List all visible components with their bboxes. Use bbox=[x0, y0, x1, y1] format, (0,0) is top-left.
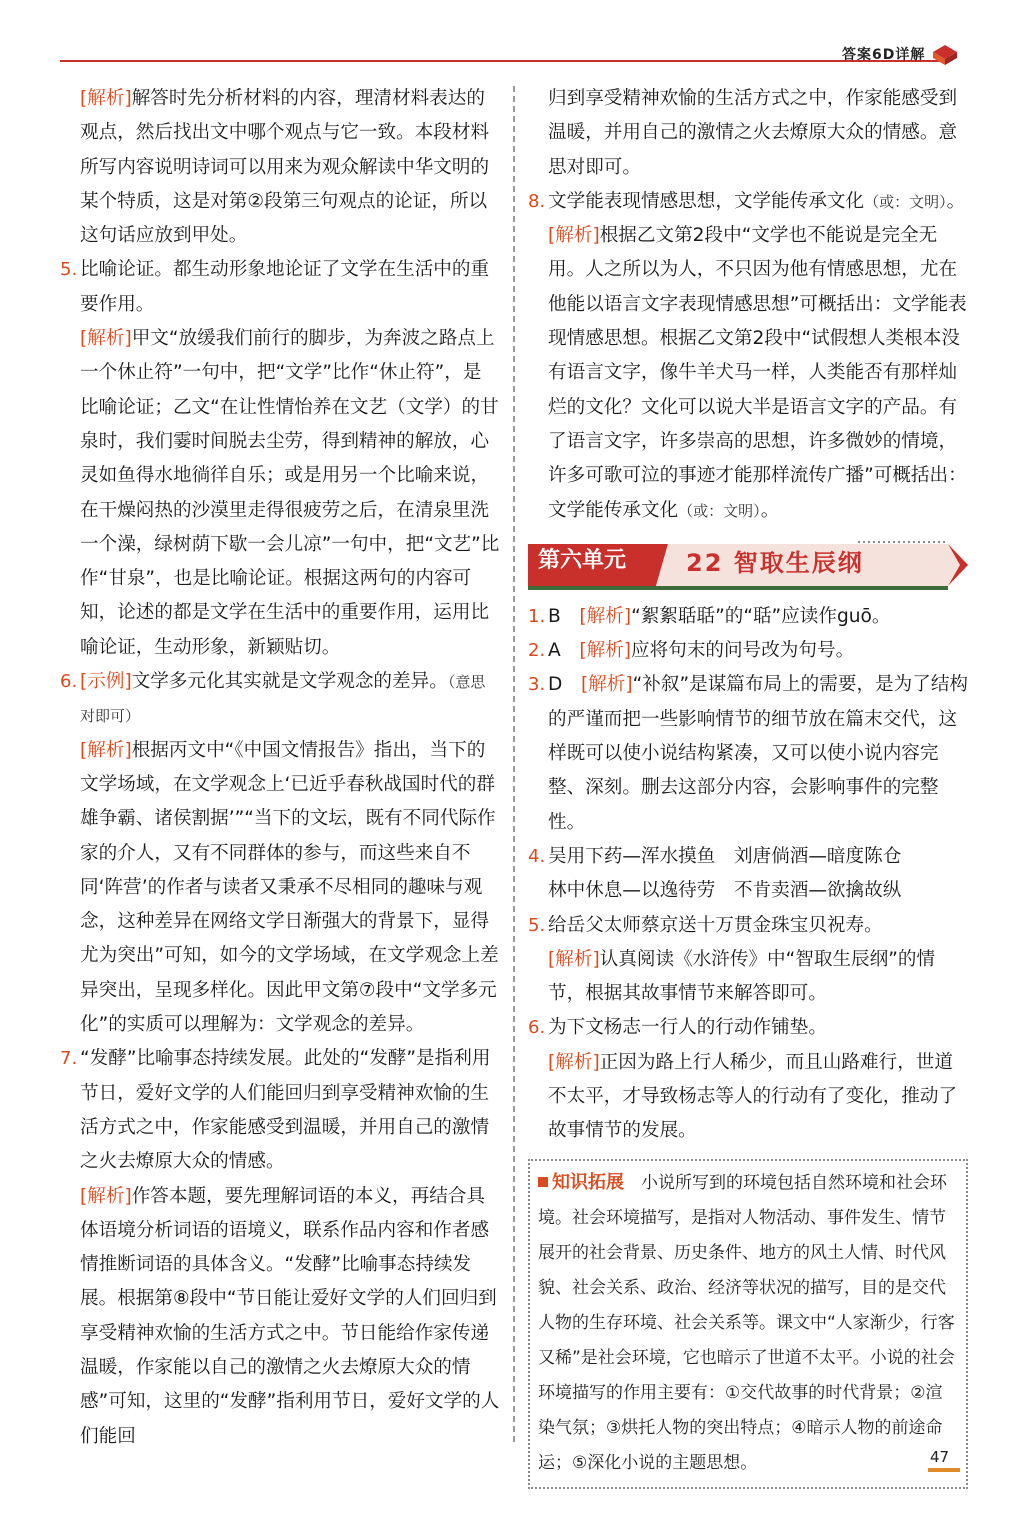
answer-line: 林中休息—以逸待劳 不肯卖酒—欲擒故纵 bbox=[548, 880, 902, 902]
answer-1 bbox=[528, 600, 968, 634]
right-column bbox=[528, 82, 968, 1489]
page-number-bar bbox=[928, 1468, 960, 1472]
answer-4 bbox=[528, 840, 968, 909]
answer-5 bbox=[60, 253, 500, 322]
analysis-tag: [解析] bbox=[80, 88, 132, 109]
question-number: 3. bbox=[528, 674, 546, 696]
question-number: 1. bbox=[528, 605, 546, 627]
knowledge-icon bbox=[538, 1177, 548, 1187]
question-number: 8. bbox=[528, 190, 546, 212]
question-number: 6. bbox=[60, 671, 78, 693]
analysis-text: 甲文“放缓我们前行的脚步，为奔波之路点上一个休止符”一句中，把“文学”比作“休止符”，是比喻论证；乙文“在让性情怡养在文艺（文学）的甘泉时，我们霎时间脱去尘劳，得到精神的解放，心灵如鱼得水地徜徉自乐；或是用另一个比喻来说，在干燥闷热的沙漠里走得很疲劳之后，在清泉里洗一个澡，绿树荫下歇一会儿凉”一句中，把“文艺”比作“甘泉”，也是比喻论证。根据这两句的内容可知，论述的都是文学在生活中的重要作用，运用比喻论证，生动形象，新颖贴切。 bbox=[80, 328, 500, 658]
knowledge-box bbox=[528, 1159, 968, 1489]
analysis-text: 解答时先分析材料的内容，理清材料表达的观点，然后找出文中哪个观点与它一致。本段材料所写内容说明诗词可以用来为观众解读中华文明的某个特质，这是对第②段第三句观点的论证，所以这句话应放到甲处。 bbox=[80, 88, 490, 247]
header-title: 答案6D详解 bbox=[842, 47, 926, 63]
answer-line: 吴用下药—浑水摸鱼 刘唐倘酒—暗度陈仓 bbox=[548, 845, 902, 867]
analysis-5 bbox=[60, 322, 500, 665]
page-number: 47 bbox=[930, 1448, 950, 1466]
answer-7 bbox=[60, 1042, 500, 1179]
answer-text: 比喻论证。都生动形象地论证了文学在生活中的重要作用。 bbox=[80, 259, 490, 315]
analysis-text: 应将句末的问号改为句号。 bbox=[631, 640, 855, 662]
analysis-note: （或：文明） bbox=[678, 501, 761, 520]
analysis-tag: [解析] bbox=[80, 1185, 132, 1207]
question-number: 4. bbox=[528, 845, 546, 867]
analysis-7-continued: 归到享受精神欢愉的生活方式之中，作家能感受到温暖，并用自己的激情之火去燎原大众的情感。意思对即可。 bbox=[548, 88, 958, 178]
header-logo-icon bbox=[932, 44, 958, 66]
column-divider bbox=[513, 86, 515, 1442]
analysis-4 bbox=[60, 82, 500, 253]
choice: B bbox=[548, 605, 561, 627]
choice: D bbox=[548, 674, 563, 696]
answer-text: 为下文杨志一行人的行动作铺垫。 bbox=[548, 1017, 827, 1039]
answer-end: 。 bbox=[946, 190, 966, 212]
analysis-text: 根据乙文第2段中“文学也不能说是完全无用。人之所以为人，不只因为他有情感思想，尤在他能以语言文字表现情感思想”可概括出：文学能表现情感思想。根据乙文第2段中“试假想人类根本没有语言文字，像牛羊犬马一样，人类能否有那样灿烂的文化？文化可以说大半是语言文字的产品。有了语言文字，许多崇高的思想，许多微妙的情境，许多可歌可泣的事迹才能那样流传广播”可概括出：文学能传承文化 bbox=[548, 225, 967, 521]
analysis-tag: [解析] bbox=[548, 1051, 600, 1073]
analysis-text: “絮絮聒聒”的“聒”应读作guō。 bbox=[631, 605, 891, 627]
question-number: 7. bbox=[60, 1048, 78, 1070]
answer-text: “发酵”比喻事态持续发展。此处的“发酵”是指利用节日，爱好文学的人们能回归到享受精神欢愉的生活方式之中，作家能感受到温暖，并用自己的激情之火去燎原大众的情感。 bbox=[80, 1048, 491, 1173]
analysis-6-right bbox=[528, 1046, 968, 1149]
answer-text: 给岳父太师蔡京送十万贯金珠宝贝祝寿。 bbox=[548, 914, 883, 936]
analysis-text: 认真阅读《水浒传》中“智取生辰纲”的情节，根据其故事情节来解答即可。 bbox=[548, 948, 936, 1005]
question-number: 5. bbox=[60, 259, 78, 281]
analysis-tag: [解析] bbox=[579, 640, 632, 662]
analysis-tag: [解析] bbox=[80, 328, 132, 350]
answer-text: 文学多元化其实就是文学观念的差异。 bbox=[131, 671, 448, 693]
analysis-tag: [解析] bbox=[80, 739, 132, 761]
question-number: 6. bbox=[528, 1017, 546, 1039]
analysis-tag: [解析] bbox=[580, 674, 633, 696]
unit-title: 第六单元 bbox=[538, 547, 627, 573]
answer-6 bbox=[60, 665, 500, 734]
answer-note: （意思对即可） bbox=[80, 673, 486, 726]
analysis-6 bbox=[60, 734, 500, 1043]
example-tag: [示例] bbox=[80, 671, 132, 693]
knowledge-text: 小说所写到的环境包括自然环境和社会环境。社会环境描写，是指对人物活动、事件发生、情节展开的社会背景、历史条件、地方的风土人情、时代风貌、社会关系、政治、经济等状况的描写，目的是交代人物的生存环境、社会关系等。课文中“人家渐少，行客又稀”是社会环境，它也暗示了世道不太平。小说的社会环境描写的作用主要有：①交代故事的时代背景；②渲染气氛；③烘托人物的突出特点；④暗示人物的前途命运；⑤深化小说的主题思想。 bbox=[538, 1172, 955, 1473]
answer-2 bbox=[528, 634, 968, 668]
answer-note: （或：文明） bbox=[864, 192, 947, 211]
choice: A bbox=[548, 640, 561, 662]
analysis-tag: [解析] bbox=[579, 605, 632, 627]
analysis-end: 。 bbox=[760, 499, 780, 521]
knowledge-title: 知识拓展 bbox=[552, 1171, 624, 1193]
answer-8 bbox=[528, 185, 968, 219]
analysis-text: 作答本题，要先理解词语的本义，再结合具体语境分析词语的语境义，联系作品内容和作者感情推断词语的具体含义。“发酵”比喻事态持续发展。根据第⑧段中“节日能让爱好文学的人们回归到享受精神欢愉的生活方式之中。节日能给作家传递温暖，作家能以自己的激情之火去燎原大众的情感”可知，这里的“发酵”指利用节日，爱好文学的人们能回 bbox=[80, 1185, 500, 1447]
analysis-7 bbox=[60, 1180, 500, 1454]
left-column bbox=[60, 82, 500, 1454]
header-rule bbox=[60, 60, 945, 62]
answer-5-right bbox=[528, 909, 968, 943]
analysis-text: 正因为路上行人稀少，而且山路难行，世道不太平，才导致杨志等人的行动有了变化，推动了故事情节的发展。 bbox=[548, 1051, 958, 1142]
question-number: 5. bbox=[528, 914, 546, 936]
question-number: 2. bbox=[528, 640, 546, 662]
answer-6-right bbox=[528, 1011, 968, 1045]
answer-text: 文学能表现情感思想，文学能传承文化 bbox=[548, 190, 865, 212]
analysis-text: “补叙”是谋篇布局上的需要，是为了结构的严谨而把一些影响情节的细节放在篇末交代，这样既可以使小说结构紧凑，又可以使小说内容完整、深刻。删去这部分内容，会影响事件的完整性。 bbox=[548, 674, 969, 833]
analysis-8 bbox=[528, 219, 968, 528]
lesson-banner bbox=[528, 540, 968, 590]
analysis-text: 根据丙文中“《中国文情报告》指出，当下的文学场域，在文学观念上‘已近乎春秋战国时代的群雄争霸、诸侯割据’”“当下的文坛，既有不同代际作家的介人，又有不同群体的参与，而这些来自不同‘阵营’的作者与读者又秉承不尽相同的趣味与观念，这种差异在网络文学日渐强大的背景下，显得尤为突出”可知，如今的文学场域，在文学观念上差异突出，呈现多样化。因此甲文第⑦段中“文学多元化”的实质可以理解为：文学观念的差异。 bbox=[80, 739, 499, 1036]
analysis-5-right bbox=[528, 943, 968, 1012]
analysis-tag: [解析] bbox=[548, 948, 600, 970]
lesson-title: 22 智取生辰纲 bbox=[686, 548, 864, 577]
analysis-tag: [解析] bbox=[548, 225, 600, 247]
answer-3 bbox=[528, 668, 968, 839]
